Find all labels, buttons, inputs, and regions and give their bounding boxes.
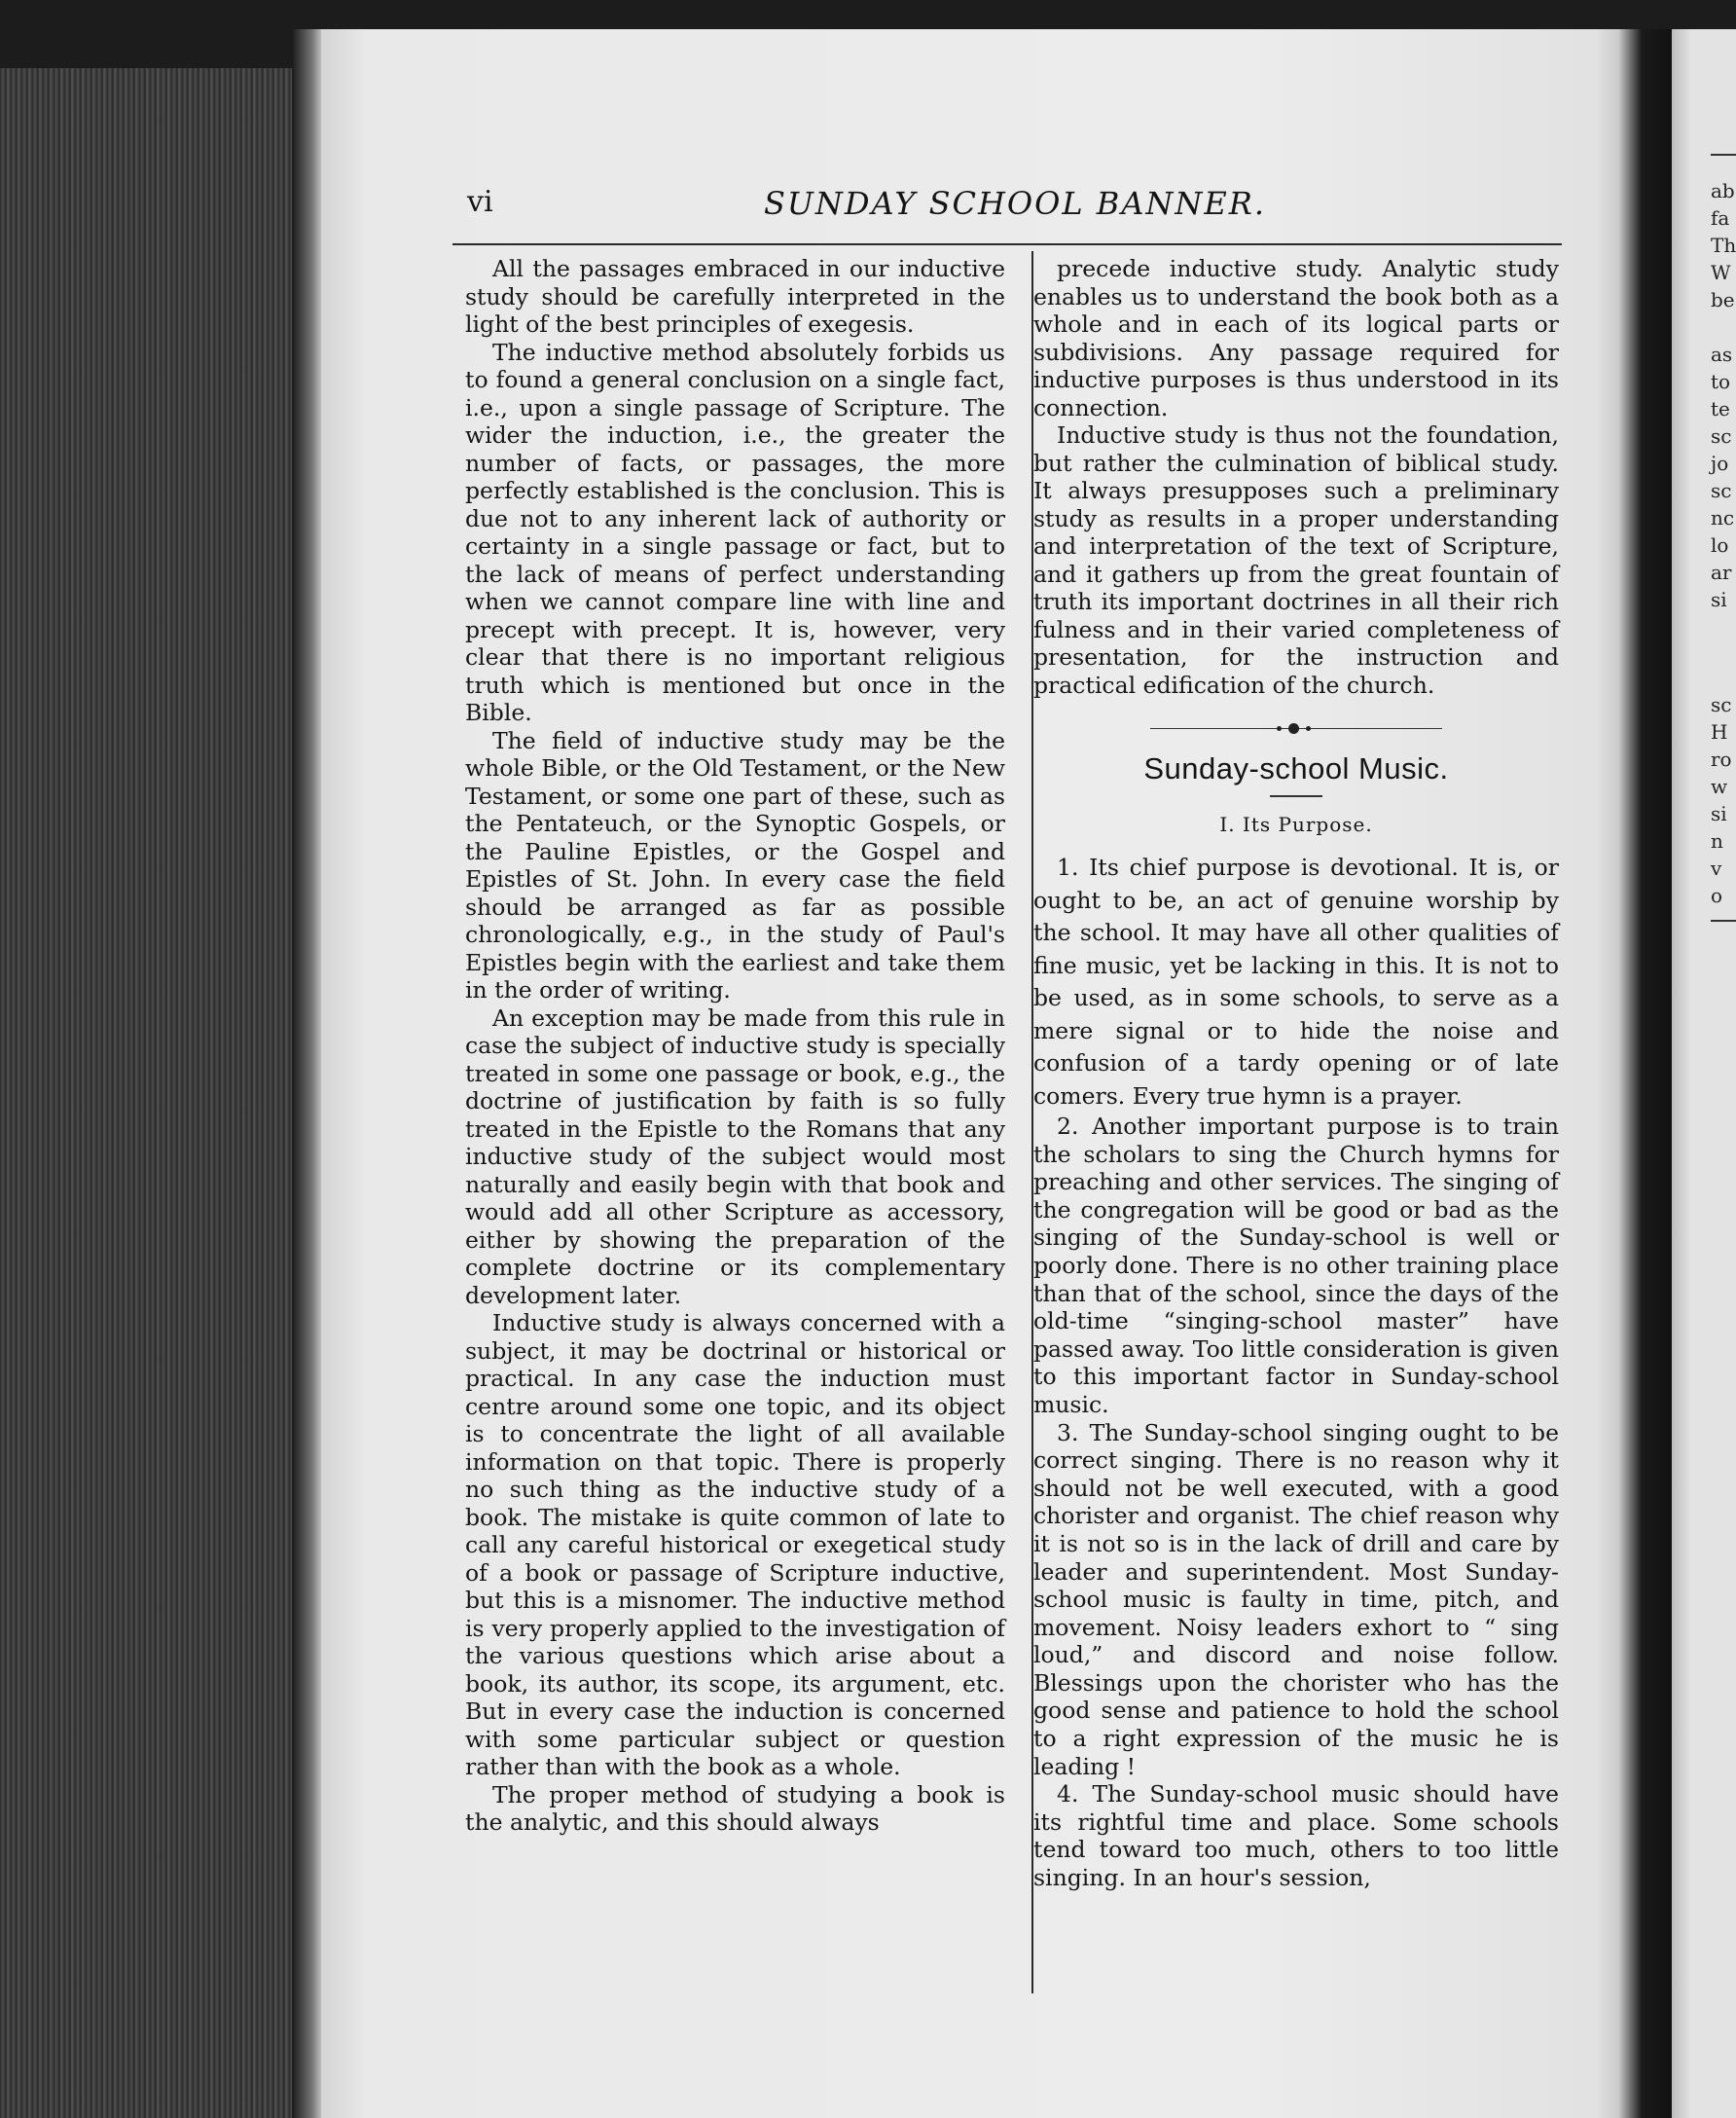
paragraph: All the passages embraced in our inductive study should be carefully interpreted in the light of the best principles of exegesis. — [465, 255, 1005, 338]
paragraph: Inductive study is thus not the foundation, but rather the culmination of biblical study. It always presupposes such a preliminary study as results in a proper understanding and interpretation of the text of Scripture, and it gathers up from the great fountain of truth its important doctrines in all their rich fulness and in their varied completeness of presentation, for the instruction and practical edification of the church. — [1033, 421, 1559, 699]
next-page-fragment: fa — [1711, 206, 1730, 230]
next-page-fragment: as — [1711, 343, 1733, 366]
next-page-fragment: to — [1711, 370, 1731, 393]
next-page-fragment: jo — [1711, 452, 1729, 475]
paragraph: An exception may be made from this rule in case the subject of inductive study is specially treated in some one passage or book, e.g., the doctrine of justification by faith is so fully treated in the Epistle to the Romans that any inductive study of the subject would most naturally and easily begin with that book and would add all other Scripture as accessory, either by showing the preparation of the complete doctrine or its complementary development later. — [465, 1004, 1005, 1309]
ornament-dot — [1277, 726, 1282, 731]
next-page-section-rule — [1711, 920, 1736, 922]
next-page-edge — [1672, 29, 1736, 2118]
ornament-dot — [1288, 723, 1299, 734]
right-column — [1033, 255, 1559, 1892]
next-page-fragment: sc — [1711, 424, 1732, 448]
next-page-fragment: si — [1711, 588, 1727, 611]
paragraph: The inductive method absolutely forbids us to found a general conclusion on a single fact, i.e., upon a single passage of Scripture. The wider the induction, i.e., the greater the number of facts, or passages, the more perfectly established is the conclusion. This is due not to any inherent lack of authority or certainty in a single passage or fact, but to the lack of means of perfect understanding when we cannot compare line with line and precept with precept. It is, however, very clear that there is no important religious truth which is mentioned but once in the Bible. — [465, 338, 1005, 726]
next-page-fragment: sc — [1711, 479, 1732, 502]
paragraph: precede inductive study. Analytic study enables us to understand the book both as a whole and in each of its logical parts or subdivisions. Any passage required for inductive purposes is thus understood in its connection. — [1033, 255, 1559, 421]
next-page-fragment: si — [1711, 802, 1727, 825]
next-page-fragment: ab — [1711, 179, 1735, 202]
spine-shadow — [1619, 29, 1676, 2118]
page-header — [465, 185, 1565, 224]
next-page-fragment: o — [1711, 884, 1723, 907]
next-page-fragment: te — [1711, 397, 1730, 420]
next-page-fragment: sc — [1711, 693, 1732, 716]
next-page-fragment: lo — [1711, 533, 1729, 557]
intro-text — [1033, 255, 1559, 699]
next-page-fragment: H — [1711, 720, 1728, 744]
title-rule — [1270, 795, 1322, 797]
page-number: vi — [467, 185, 493, 219]
header-rule — [452, 243, 1562, 245]
next-page-fragment: v — [1711, 857, 1722, 880]
next-page-fragment: W — [1711, 261, 1731, 284]
section-ornament — [1150, 724, 1442, 734]
running-title: SUNDAY SCHOOL BANNER. — [763, 185, 1267, 222]
next-page-fragment: Th — [1711, 234, 1736, 257]
ornament-dot — [1306, 726, 1311, 731]
next-page-fragment: be — [1711, 288, 1735, 311]
next-page-header-rule — [1711, 154, 1736, 156]
music-text — [1033, 852, 1559, 1892]
next-page-fragment: ar — [1711, 561, 1732, 584]
next-page-fragment: nc — [1711, 506, 1735, 530]
paragraph: 4. The Sunday-school music should have its rightful time and place. Some schools tend toward too much, others to too little singing. In an hour's session, — [1033, 1780, 1559, 1892]
paragraph: The proper method of studying a book is the analytic, and this should always — [465, 1780, 1005, 1836]
next-page-fragment: ro — [1711, 748, 1732, 771]
book-page-edges — [0, 68, 309, 2118]
left-column — [465, 255, 1005, 1837]
paragraph: 2. Another important purpose is to train the scholars to sing the Church hymns for preaching and other services. The singing of the congregation will be good or bad as the singing of the Sunday-school is well or poorly done. There is no other training place than that of the school, since the days of the old-time “singing-school master” have passed away. Too little consideration is given to this important factor in Sunday-school music. — [1033, 1113, 1559, 1418]
next-page-fragment: w — [1711, 775, 1728, 798]
paragraph: 1. Its chief purpose is devotional. It is, or ought to be, an act of genuine worship by the school. It may have all other qualities of fine music, yet be lacking in this. It is not to be used, as in some schools, to serve as a mere signal or to hide the noise and confusion of a tardy opening or of late comers. Every true hymn is a prayer. — [1033, 854, 1559, 1110]
subsection-title: I. Its Purpose. — [1219, 812, 1373, 836]
paragraph: 3. The Sunday-school singing ought to be correct singing. There is no reason why it should not be well executed, with a good chorister and organist. The chief reason why it is not so is in the lack of drill and care by leader and superintendent. Most Sunday-school music is faulty in time, pitch, and movement. Noisy leaders exhort to “ sing loud,” and discord and noise follow. Blessings upon the chorister who has the good sense and patience to hold the school to a right expression of the music he is leading ! — [1033, 1418, 1559, 1780]
next-page-fragment: n — [1711, 829, 1723, 853]
gutter-shadow — [292, 29, 321, 2118]
paragraph: Inductive study is always concerned with a subject, it may be doctrinal or historical or practical. In any case the induction must centre around some one topic, and its object is to concentrate the light of all available information on that topic. There is properly no such thing as the inductive study of a book. The mistake is quite common of late to call any careful historical or exegetical study of a book or passage of Scripture inductive, but this is a misnomer. The inductive method is very properly applied to the investigation of the various questions which arise about a book, its author, its scope, its argument, etc. But in every case the induction is concerned with some particular subject or question rather than with the book as a whole. — [465, 1309, 1005, 1780]
paragraph: The field of inductive study may be the whole Bible, or the Old Testament, or the New Testament, or some one part of these, such as the Pentateuch, or the Synoptic Gospels, or the Pauline Epistles, or the Gospel and Epistles of St. John. In every case the field should be arranged as far as possible chronologically, e.g., in the study of Paul's Epistles begin with the earliest and take them in the order of writing. — [465, 726, 1005, 1004]
section-title: Sunday-school Music. — [1143, 751, 1449, 785]
